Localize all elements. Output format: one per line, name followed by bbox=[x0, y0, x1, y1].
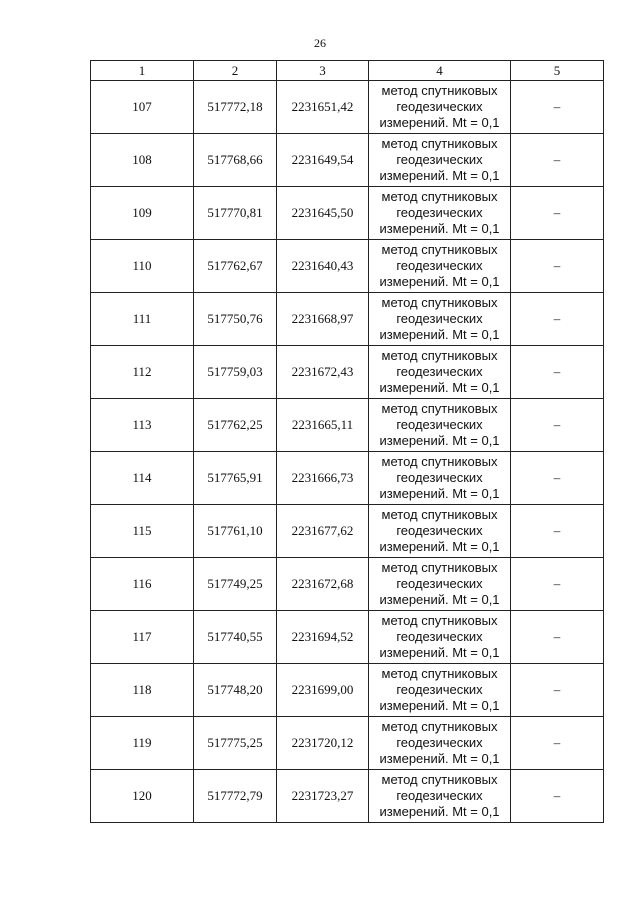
x-coordinate-cell: 517748,20 bbox=[194, 664, 277, 717]
method-line: измерений. Mt = 0,1 bbox=[379, 327, 500, 342]
method-line: метод спутниковых bbox=[381, 613, 498, 628]
header-col-2: 2 bbox=[194, 61, 277, 81]
point-number-cell: 115 bbox=[91, 505, 194, 558]
note-cell: – bbox=[511, 611, 604, 664]
point-number-cell: 120 bbox=[91, 770, 194, 823]
method-line: геодезических bbox=[396, 735, 483, 750]
note-cell: – bbox=[511, 505, 604, 558]
note-cell: – bbox=[511, 293, 604, 346]
method-line: метод спутниковых bbox=[381, 401, 498, 416]
note-cell: – bbox=[511, 346, 604, 399]
method-line: геодезических bbox=[396, 364, 483, 379]
point-number-cell: 110 bbox=[91, 240, 194, 293]
table-row bbox=[91, 505, 604, 558]
point-number-cell: 119 bbox=[91, 717, 194, 770]
table-row bbox=[91, 452, 604, 505]
method-line: измерений. Mt = 0,1 bbox=[379, 698, 500, 713]
method-line: геодезических bbox=[396, 576, 483, 591]
x-coordinate-cell: 517740,55 bbox=[194, 611, 277, 664]
x-coordinate-cell: 517761,10 bbox=[194, 505, 277, 558]
method-line: геодезических bbox=[396, 788, 483, 803]
table-row bbox=[91, 187, 604, 240]
x-coordinate-cell: 517775,25 bbox=[194, 717, 277, 770]
method-line: метод спутниковых bbox=[381, 454, 498, 469]
method-line: метод спутниковых bbox=[381, 348, 498, 363]
method-cell bbox=[369, 717, 511, 770]
y-coordinate-cell: 2231649,54 bbox=[277, 134, 369, 187]
method-cell bbox=[369, 134, 511, 187]
table-row bbox=[91, 293, 604, 346]
page-number: 26 bbox=[314, 36, 326, 50]
y-coordinate-cell: 2231723,27 bbox=[277, 770, 369, 823]
x-coordinate-cell: 517759,03 bbox=[194, 346, 277, 399]
point-number-cell: 108 bbox=[91, 134, 194, 187]
x-coordinate-cell: 517765,91 bbox=[194, 452, 277, 505]
note-cell: – bbox=[511, 81, 604, 134]
x-coordinate-cell: 517768,66 bbox=[194, 134, 277, 187]
y-coordinate-cell: 2231651,42 bbox=[277, 81, 369, 134]
table-row bbox=[91, 664, 604, 717]
y-coordinate-cell: 2231666,73 bbox=[277, 452, 369, 505]
y-coordinate-cell: 2231720,12 bbox=[277, 717, 369, 770]
point-number-cell: 112 bbox=[91, 346, 194, 399]
table-row bbox=[91, 611, 604, 664]
method-cell bbox=[369, 187, 511, 240]
method-line: геодезических bbox=[396, 258, 483, 273]
method-line: геодезических bbox=[396, 417, 483, 432]
note-cell: – bbox=[511, 399, 604, 452]
table-row bbox=[91, 770, 604, 823]
method-cell bbox=[369, 346, 511, 399]
header-col-5: 5 bbox=[511, 61, 604, 81]
point-number-cell: 118 bbox=[91, 664, 194, 717]
method-cell bbox=[369, 558, 511, 611]
point-number-cell: 116 bbox=[91, 558, 194, 611]
y-coordinate-cell: 2231672,43 bbox=[277, 346, 369, 399]
method-cell bbox=[369, 452, 511, 505]
coordinates-table bbox=[90, 60, 604, 823]
note-cell: – bbox=[511, 134, 604, 187]
method-line: метод спутниковых bbox=[381, 136, 498, 151]
table-row bbox=[91, 81, 604, 134]
method-line: измерений. Mt = 0,1 bbox=[379, 433, 500, 448]
y-coordinate-cell: 2231645,50 bbox=[277, 187, 369, 240]
header-col-1: 1 bbox=[91, 61, 194, 81]
method-cell bbox=[369, 770, 511, 823]
header-col-3: 3 bbox=[277, 61, 369, 81]
header-row bbox=[91, 61, 604, 81]
y-coordinate-cell: 2231640,43 bbox=[277, 240, 369, 293]
method-line: измерений. Mt = 0,1 bbox=[379, 539, 500, 554]
x-coordinate-cell: 517762,67 bbox=[194, 240, 277, 293]
method-line: геодезических bbox=[396, 523, 483, 538]
point-number-cell: 114 bbox=[91, 452, 194, 505]
method-line: измерений. Mt = 0,1 bbox=[379, 804, 500, 819]
x-coordinate-cell: 517772,18 bbox=[194, 81, 277, 134]
method-cell bbox=[369, 293, 511, 346]
method-line: метод спутниковых bbox=[381, 507, 498, 522]
method-line: геодезических bbox=[396, 205, 483, 220]
method-cell bbox=[369, 505, 511, 558]
table-row bbox=[91, 240, 604, 293]
method-line: измерений. Mt = 0,1 bbox=[379, 645, 500, 660]
table-row bbox=[91, 717, 604, 770]
note-cell: – bbox=[511, 770, 604, 823]
method-line: геодезических bbox=[396, 152, 483, 167]
method-line: геодезических bbox=[396, 682, 483, 697]
y-coordinate-cell: 2231694,52 bbox=[277, 611, 369, 664]
y-coordinate-cell: 2231677,62 bbox=[277, 505, 369, 558]
table-row bbox=[91, 558, 604, 611]
method-line: измерений. Mt = 0,1 bbox=[379, 274, 500, 289]
method-line: метод спутниковых bbox=[381, 295, 498, 310]
table-body bbox=[91, 81, 604, 823]
x-coordinate-cell: 517770,81 bbox=[194, 187, 277, 240]
method-line: геодезических bbox=[396, 470, 483, 485]
method-line: измерений. Mt = 0,1 bbox=[379, 168, 500, 183]
method-line: метод спутниковых bbox=[381, 242, 498, 257]
note-cell: – bbox=[511, 240, 604, 293]
method-cell bbox=[369, 81, 511, 134]
note-cell: – bbox=[511, 664, 604, 717]
point-number-cell: 111 bbox=[91, 293, 194, 346]
y-coordinate-cell: 2231668,97 bbox=[277, 293, 369, 346]
method-cell bbox=[369, 664, 511, 717]
y-coordinate-cell: 2231699,00 bbox=[277, 664, 369, 717]
point-number-cell: 109 bbox=[91, 187, 194, 240]
header-col-4: 4 bbox=[369, 61, 511, 81]
x-coordinate-cell: 517762,25 bbox=[194, 399, 277, 452]
point-number-cell: 107 bbox=[91, 81, 194, 134]
table-row bbox=[91, 134, 604, 187]
method-line: геодезических bbox=[396, 99, 483, 114]
method-line: измерений. Mt = 0,1 bbox=[379, 115, 500, 130]
method-line: геодезических bbox=[396, 629, 483, 644]
point-number-cell: 117 bbox=[91, 611, 194, 664]
method-line: измерений. Mt = 0,1 bbox=[379, 380, 500, 395]
method-line: геодезических bbox=[396, 311, 483, 326]
method-cell bbox=[369, 399, 511, 452]
method-line: метод спутниковых bbox=[381, 189, 498, 204]
method-line: метод спутниковых bbox=[381, 560, 498, 575]
x-coordinate-cell: 517772,79 bbox=[194, 770, 277, 823]
method-line: метод спутниковых bbox=[381, 83, 498, 98]
method-line: метод спутниковых bbox=[381, 666, 498, 681]
method-line: измерений. Mt = 0,1 bbox=[379, 751, 500, 766]
y-coordinate-cell: 2231665,11 bbox=[277, 399, 369, 452]
note-cell: – bbox=[511, 558, 604, 611]
method-line: измерений. Mt = 0,1 bbox=[379, 486, 500, 501]
note-cell: – bbox=[511, 717, 604, 770]
note-cell: – bbox=[511, 187, 604, 240]
x-coordinate-cell: 517749,25 bbox=[194, 558, 277, 611]
table-row bbox=[91, 399, 604, 452]
method-line: измерений. Mt = 0,1 bbox=[379, 592, 500, 607]
method-cell bbox=[369, 611, 511, 664]
point-number-cell: 113 bbox=[91, 399, 194, 452]
method-line: метод спутниковых bbox=[381, 719, 498, 734]
note-cell: – bbox=[511, 452, 604, 505]
y-coordinate-cell: 2231672,68 bbox=[277, 558, 369, 611]
method-line: метод спутниковых bbox=[381, 772, 498, 787]
method-line: измерений. Mt = 0,1 bbox=[379, 221, 500, 236]
x-coordinate-cell: 517750,76 bbox=[194, 293, 277, 346]
method-cell bbox=[369, 240, 511, 293]
table-row bbox=[91, 346, 604, 399]
